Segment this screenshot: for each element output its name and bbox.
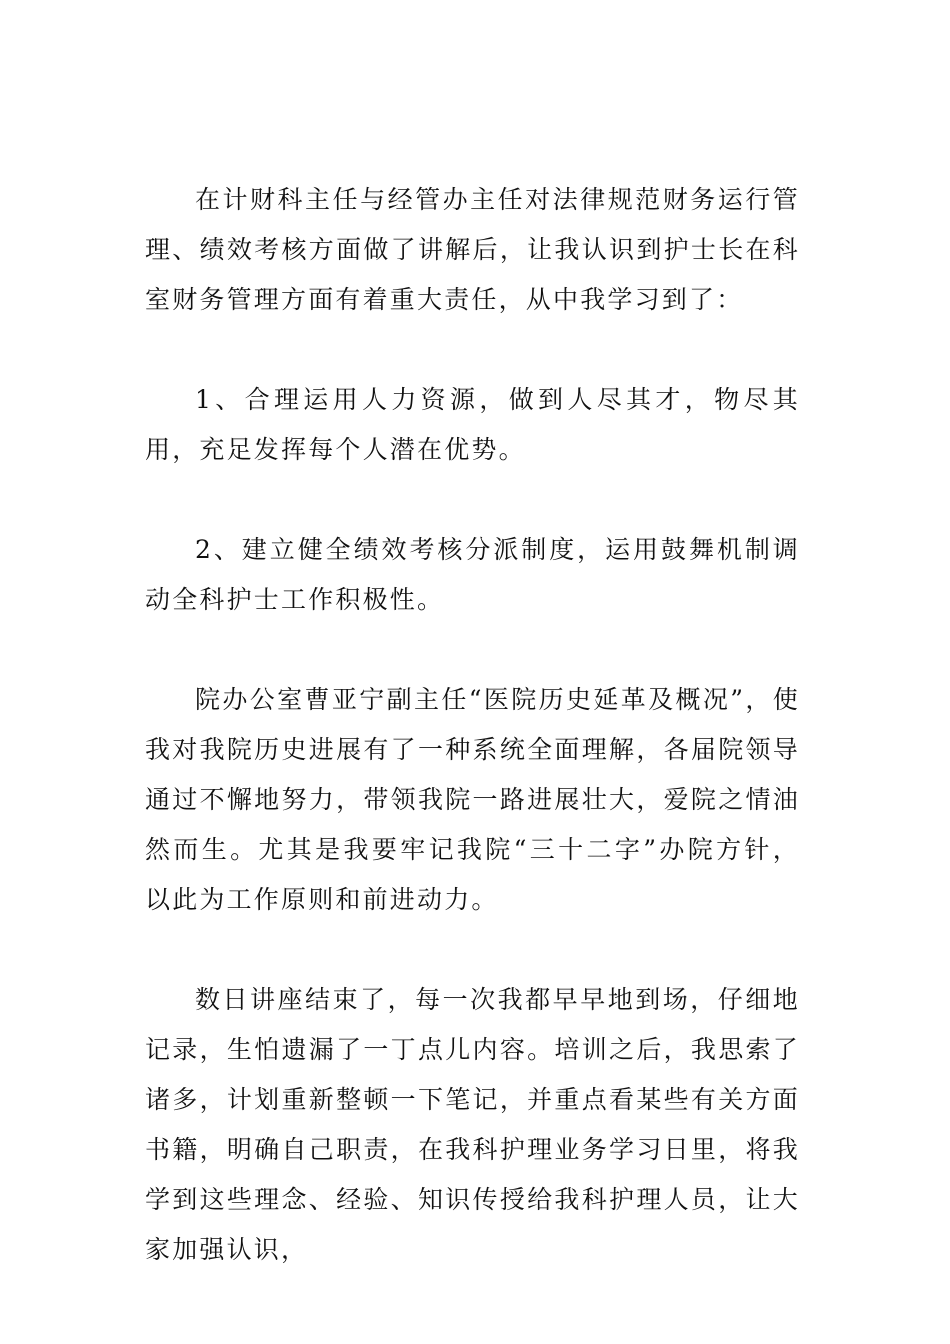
document-body	[145, 175, 800, 1325]
paragraph-lecture-summary: 数日讲座结束了，每一次我都早早地到场，仔细地记录，生怕遗漏了一丁点儿内容。培训之后，我思索了诸多，计划重新整顿一下笔记，并重点看某些有关方面书籍，明确自己职责，在我科护理业务学习日里，将我学到这些理念、经验、知识传授给我科护理人员，让大家加强认识，	[145, 985, 800, 1264]
paragraph-point-2: 2、建立健全绩效考核分派制度，运用鼓舞机制调动全科护士工作积极性。	[145, 535, 800, 614]
paragraph-point-1: 1、合理运用人力资源，做到人尽其才，物尽其用，充足发挥每个人潜在优势。	[145, 385, 800, 464]
paragraph-finance-lecture: 在计财科主任与经管办主任对法律规范财务运行管理、绩效考核方面做了讲解后，让我认识到护士长在科室财务管理方面有着重大责任，从中我学习到了：	[145, 185, 800, 314]
paragraph-hospital-history: 院办公室曹亚宁副主任“医院历史延革及概况”，使我对我院历史进展有了一种系统全面理解，各届院领导通过不懈地努力，带领我院一路进展壮大，爱院之情油然而生。尤其是我要牢记我院“三十二字”办院方针，以此为工作原则和前进动力。	[145, 685, 800, 914]
